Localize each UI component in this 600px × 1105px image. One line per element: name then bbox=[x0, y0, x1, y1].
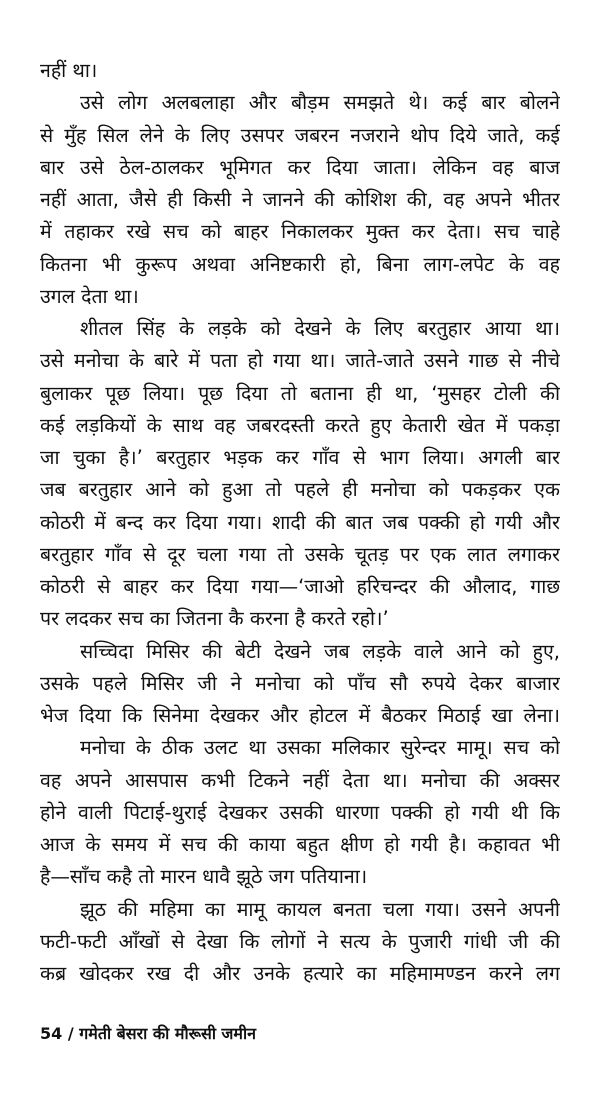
text-line: नहीं आता, जैसे ही किसी ने जानने की कोशिश की, वह अपने भीतर bbox=[40, 188, 560, 211]
text-line: कोठरी में बन्द कर दिया गया। शादी की बात जब पक्की हो गयी और bbox=[40, 510, 560, 534]
text-line: शीतल सिंह के लड़के को देखने के लिए बरतुहार आया था। bbox=[80, 317, 560, 340]
text-line: कई लड़कियों के साथ वह जबरदस्ती करते हुए केतारी खेत में पकड़ा bbox=[40, 413, 560, 437]
text-line: कोठरी से बाहर कर दिया गया—‘जाओ हरिचन्दर की औलाद, गाछ bbox=[40, 575, 560, 598]
text-line: फटी-फटी आँखों से देखा कि लोगों ने सत्य के पुजारी गांधी जी की bbox=[40, 929, 560, 953]
body-text bbox=[40, 55, 560, 990]
text-line: कब्र खोदकर रख दी और उनके हत्यारे का महिमामण्डन करने लग bbox=[40, 962, 560, 985]
text-line: जा चुका है।’ बरतुहार भड़क कर गाँव से भाग लिया। अगली बार bbox=[40, 446, 560, 469]
text-line: उसके पहले मिसिर जी ने मनोचा को पाँच सौ रुपये देकर बाजार bbox=[40, 671, 560, 695]
text-line: बरतुहार गाँव से दूर चला गया तो उसके चूतड़ पर एक लात लगाकर bbox=[40, 542, 560, 566]
text-line: है—साँच कहै तो मारन धावै झूठे जग पतियाना। bbox=[40, 865, 368, 889]
text-line: कितना भी कुरूप अथवा अनिष्टकारी हो, बिना लाग-लपेट के वह bbox=[40, 252, 560, 276]
text-line: से मुँह सिल लेने के लिए उसपर जबरन नजराने थोप दिये जाते, कई bbox=[40, 123, 560, 147]
text-line: सच्चिदा मिसिर की बेटी देखने जब लड़के वाले आने को हुए, bbox=[80, 639, 560, 663]
text-line: वह अपने आसपास कभी टिकने नहीं देता था। मनोचा की अक्सर bbox=[40, 768, 560, 792]
text-line: पर लदकर सच का जितना कै करना है करते रहो।’ bbox=[40, 607, 389, 631]
text-line: जब बरतुहार आने को हुआ तो पहले ही मनोचा को पकड़कर एक bbox=[40, 478, 560, 502]
text-line: उसे मनोचा के बारे में पता हो गया था। जाते-जाते उसने गाछ से नीचे bbox=[40, 349, 560, 373]
text-line: आज के समय में सच की काया बहुत क्षीण हो गयी है। कहावत भी bbox=[40, 833, 560, 856]
text-line: बार उसे ठेल-ठालकर भूमिगत कर दिया जाता। लेकिन वह बाज bbox=[40, 155, 560, 179]
text-line: भेज दिया कि सिनेमा देखकर और होटल में बैठकर मिठाई खा लेना। bbox=[40, 704, 560, 727]
text-line: झूठ की महिमा का मामू कायल बनता चला गया। उसने अपनी bbox=[80, 897, 560, 921]
text-line: होने वाली पिटाई-थुराई देखकर उसकी धारणा पक्की हो गयी थी कि bbox=[40, 800, 560, 824]
text-line: मनोचा के ठीक उलट था उसका मलिकार सुरेन्दर मामू। सच को bbox=[80, 736, 560, 760]
page-footer: 54 / गमेती बेसरा की मौरूसी जमीन bbox=[40, 1024, 257, 1043]
text-line: बुलाकर पूछ लिया। पूछ दिया तो बताना ही था, ‘मुसहर टोली की bbox=[40, 381, 560, 405]
text-line: में तहाकर रखे सच को बाहर निकालकर मुक्त कर देता। सच चाहे bbox=[40, 220, 560, 244]
text-line: उसे लोग अलबलाहा और बौड़म समझते थे। कई बार बोलने bbox=[80, 91, 560, 115]
text-line: उगल देता था। bbox=[40, 284, 139, 308]
text-line: नहीं था। bbox=[40, 59, 98, 82]
